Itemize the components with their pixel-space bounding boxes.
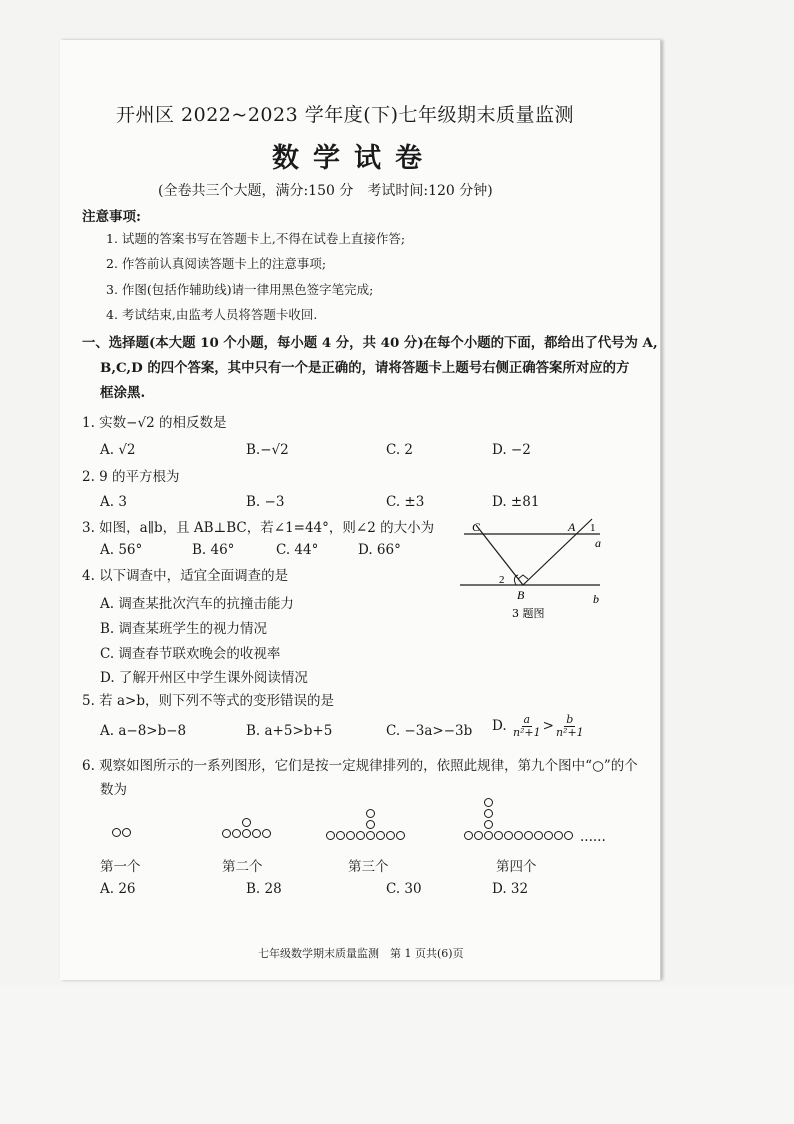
section1-line2: B,C,D 的四个答案，其中只有一个是正确的，请将答题卡上题号右侧正确答案所对应的方 xyxy=(100,360,630,376)
label-a: A xyxy=(568,520,576,534)
q6-stem-line1: 6. 观察如图所示的一系列图形，它们是按一定规律排列的，依照此规律，第九个图中“○”的个 xyxy=(82,758,638,774)
pattern-4 xyxy=(464,792,584,844)
circle xyxy=(396,831,405,840)
label-angle-1: 1 xyxy=(590,522,596,534)
q6-option-d: D. 32 xyxy=(492,881,529,897)
circle xyxy=(232,829,241,838)
circle xyxy=(544,831,553,840)
q5-d-fraction-1: $\frac{a}{\text{n²+1}}$ xyxy=(512,713,541,739)
section1-line3: 框涂黑. xyxy=(100,385,146,401)
notes-heading: 注意事项: xyxy=(82,209,141,225)
pattern-label-1: 第一个 xyxy=(100,859,141,875)
q3-option-c: C. 44° xyxy=(276,542,319,558)
q4-option-a: A. 调查某批次汽车的抗撞击能力 xyxy=(100,596,294,612)
circle xyxy=(534,831,543,840)
circle xyxy=(514,831,523,840)
circle xyxy=(222,829,231,838)
note-item-2: 2. 作答前认真阅读答题卡上的注意事项; xyxy=(106,256,327,271)
page-footer: 七年级数学期末质量监测 第 1 页共(6)页 xyxy=(258,947,464,960)
note-item-3: 3. 作图(包括作辅助线)请一律用黑色签字笔完成; xyxy=(106,282,374,297)
circle xyxy=(336,831,345,840)
label-angle-2: 2 xyxy=(499,574,505,586)
note-item-4: 4. 考试结束,由监考人员将答题卡收回. xyxy=(106,307,318,322)
q5-d-prefix: D. xyxy=(492,718,507,734)
label-c: C xyxy=(472,520,481,534)
q2-option-a: A. 3 xyxy=(100,494,127,510)
pattern-label-4: 第四个 xyxy=(496,859,537,875)
q3-option-b: B. 46° xyxy=(192,542,235,558)
q4-option-c: C. 调查春节联欢晚会的收视率 xyxy=(100,646,281,662)
q2-option-c: C. ±3 xyxy=(386,494,425,510)
q1-option-b: B.−√2 xyxy=(246,442,289,458)
scanner-background xyxy=(0,985,794,1124)
circle xyxy=(356,831,365,840)
pattern-ellipsis: ...... xyxy=(580,829,606,845)
q5-stem: 5. 若 a>b，则下列不等式的变形错误的是 xyxy=(82,693,334,709)
segment-ba xyxy=(523,519,592,585)
circle xyxy=(494,831,503,840)
q6-option-c: C. 30 xyxy=(386,881,422,897)
pattern-label-2: 第二个 xyxy=(222,859,263,875)
q2-stem: 2. 9 的平方根为 xyxy=(82,469,180,485)
circle xyxy=(366,831,375,840)
subject-title: 数学试卷 xyxy=(272,143,436,174)
circle xyxy=(376,831,385,840)
label-b-point: B xyxy=(517,588,525,602)
q6-option-b: B. 28 xyxy=(246,881,282,897)
angle-2-arc xyxy=(514,575,518,585)
q5-option-a: A. a−8>b−8 xyxy=(100,723,187,739)
label-line-b: b xyxy=(593,592,599,606)
circle xyxy=(112,828,121,837)
q3-stem: 3. 如图，a∥b，且 AB⊥BC，若∠1=44°，则∠2 的大小为 xyxy=(82,520,435,536)
q6-option-a: A. 26 xyxy=(100,881,136,897)
circle xyxy=(484,831,493,840)
right-angle-mark xyxy=(518,575,528,579)
q6-stem-line2: 数为 xyxy=(100,782,127,798)
q3-option-a: A. 56° xyxy=(100,542,143,558)
circle xyxy=(464,831,473,840)
q5-option-b: B. a+5>b+5 xyxy=(246,723,333,739)
circle xyxy=(474,831,483,840)
q5-d-gt: > xyxy=(542,718,554,734)
pattern-3 xyxy=(326,803,416,844)
q1-option-a: A. √2 xyxy=(100,442,136,458)
q1-option-d: D. −2 xyxy=(492,442,531,458)
circle xyxy=(386,831,395,840)
q2-option-d: D. ±81 xyxy=(492,494,540,510)
note-item-1: 1. 试题的答案书写在答题卡上,不得在试卷上直接作答; xyxy=(106,231,406,246)
q1-stem-prefix: 1. 实数 xyxy=(82,415,127,431)
pattern-2 xyxy=(222,812,282,842)
q1-stem xyxy=(82,413,226,433)
q4-option-d: D. 了解开州区中学生课外阅读情况 xyxy=(100,670,308,686)
q1-stem-suffix: 的相反数是 xyxy=(154,415,227,431)
q1-option-c: C. 2 xyxy=(386,442,414,458)
q4-stem: 4. 以下调查中，适宜全面调查的是 xyxy=(82,568,289,584)
label-line-a: a xyxy=(595,536,601,550)
q4-option-b: B. 调查某班学生的视力情况 xyxy=(100,621,268,637)
circle xyxy=(564,831,573,840)
circle xyxy=(326,831,335,840)
q2-option-b: B. −3 xyxy=(246,494,285,510)
exam-title: 开州区 2022~2023 学年度(下)七年级期末质量监测 xyxy=(116,104,575,126)
exam-info: (全卷共三个大题，满分:150 分 考试时间:120 分钟) xyxy=(158,183,493,199)
q3-figure xyxy=(450,515,610,625)
circle xyxy=(122,828,131,837)
q5-d-fraction-2: $\frac{b}{\text{n²+1}}$ xyxy=(555,713,584,739)
q1-stem-math: −√2 xyxy=(126,415,155,431)
circle xyxy=(242,829,251,838)
q5-option-c: C. −3a>−3b xyxy=(386,723,473,739)
circle xyxy=(262,829,271,838)
circle xyxy=(346,831,355,840)
circle xyxy=(554,831,563,840)
q5-option-d xyxy=(492,714,586,739)
pattern-label-3: 第三个 xyxy=(348,859,389,875)
pattern-1 xyxy=(112,822,132,841)
circle xyxy=(504,831,513,840)
section1-line1: 一、选择题(本大题 10 个小题，每小题 4 分，共 40 分)在每个小题的下面，都给出了代号为 A, xyxy=(82,335,658,351)
circle xyxy=(252,829,261,838)
figure-caption: 3 题图 xyxy=(512,607,545,620)
circle xyxy=(524,831,533,840)
q3-option-d: D. 66° xyxy=(358,542,401,558)
